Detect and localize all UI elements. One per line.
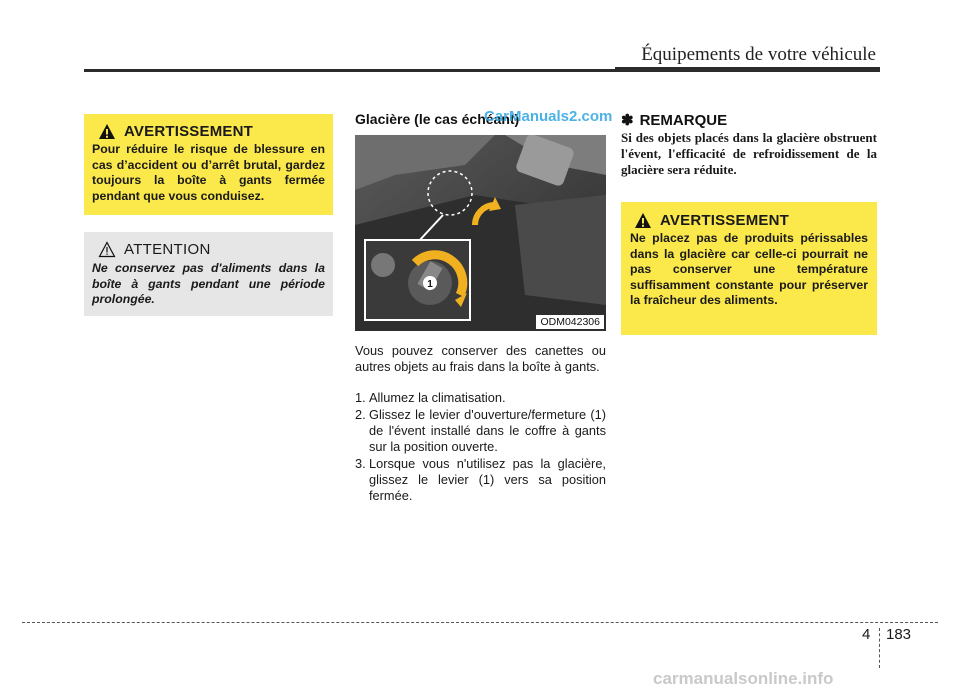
warning-title: AVERTISSEMENT xyxy=(660,212,790,229)
warning-box-left xyxy=(84,114,333,215)
caution-box xyxy=(84,232,333,316)
step-text: Lorsque vous n'utilisez pas la glacière, glissez le levier (1) vers sa position fermée. xyxy=(369,456,606,503)
photo-callout-number: 1 xyxy=(427,279,433,290)
warning-header xyxy=(98,123,325,140)
page-header-title: Équipements de votre véhicule xyxy=(641,44,876,65)
step-number: 1. xyxy=(355,390,366,405)
note-title xyxy=(621,111,727,129)
note-title-text: REMARQUE xyxy=(639,111,728,129)
watermark-link[interactable]: CarManuals2.com xyxy=(484,108,613,125)
footer-watermark-link[interactable]: carmanualsonline.info xyxy=(653,669,834,688)
note-text: Si des objets placés dans la glacière obstruent l'évent, l'efficacité de refroidissement de la glacière sera réduite. xyxy=(621,130,877,177)
warning-triangle-icon xyxy=(634,212,652,229)
note-star-icon: ✽ xyxy=(621,112,634,129)
warning-title: AVERTISSEMENT xyxy=(124,123,254,140)
footer-rule xyxy=(22,622,938,623)
list-item xyxy=(355,456,606,504)
warning-text: Pour réduire le risque de blessure en cas d’accident ou d’arrêt brutal, gardez toujours la boîte à gants fermée pendant que vous conduisez. xyxy=(92,142,325,203)
glovebox-photo xyxy=(355,135,606,331)
step-number: 3. xyxy=(355,456,366,471)
chapter-number: 4 xyxy=(862,626,871,643)
caution-title: ATTENTION xyxy=(124,241,211,258)
step-text: Allumez la climatisation. xyxy=(369,390,506,405)
warning-box-right xyxy=(621,202,877,335)
photo-code-label: ODM042306 xyxy=(536,315,604,329)
intro-paragraph: Vous pouvez conserver des canettes ou autres objets au frais dans la boîte à gants. xyxy=(355,343,606,374)
section-title: Glacière (le cas échéant) xyxy=(355,111,520,127)
caution-triangle-icon xyxy=(98,241,116,258)
warning-header xyxy=(634,212,868,229)
steps-list xyxy=(355,390,606,505)
step-text: Glissez le levier d'ouverture/fermeture (1) de l'évent installé dans le coffre à gants sur la position ouverte. xyxy=(369,407,606,454)
footer-divider xyxy=(879,628,880,668)
list-item xyxy=(355,407,606,455)
warning-triangle-icon xyxy=(98,123,116,140)
glovebox-illustration xyxy=(355,135,606,331)
header-rule xyxy=(84,69,880,72)
caution-header xyxy=(98,241,325,258)
warning-text: Ne placez pas de produits périssables dans la glacière car celle-ci pourrait ne pas conserver une température suffisamment constante pour préserver la fraîcheur des aliments. xyxy=(630,231,868,307)
caution-text: Ne conservez pas d'aliments dans la boîte à gants pendant une période prolongée. xyxy=(92,261,325,306)
list-item xyxy=(355,390,606,406)
step-number: 2. xyxy=(355,407,366,422)
page-number: 183 xyxy=(886,626,912,643)
